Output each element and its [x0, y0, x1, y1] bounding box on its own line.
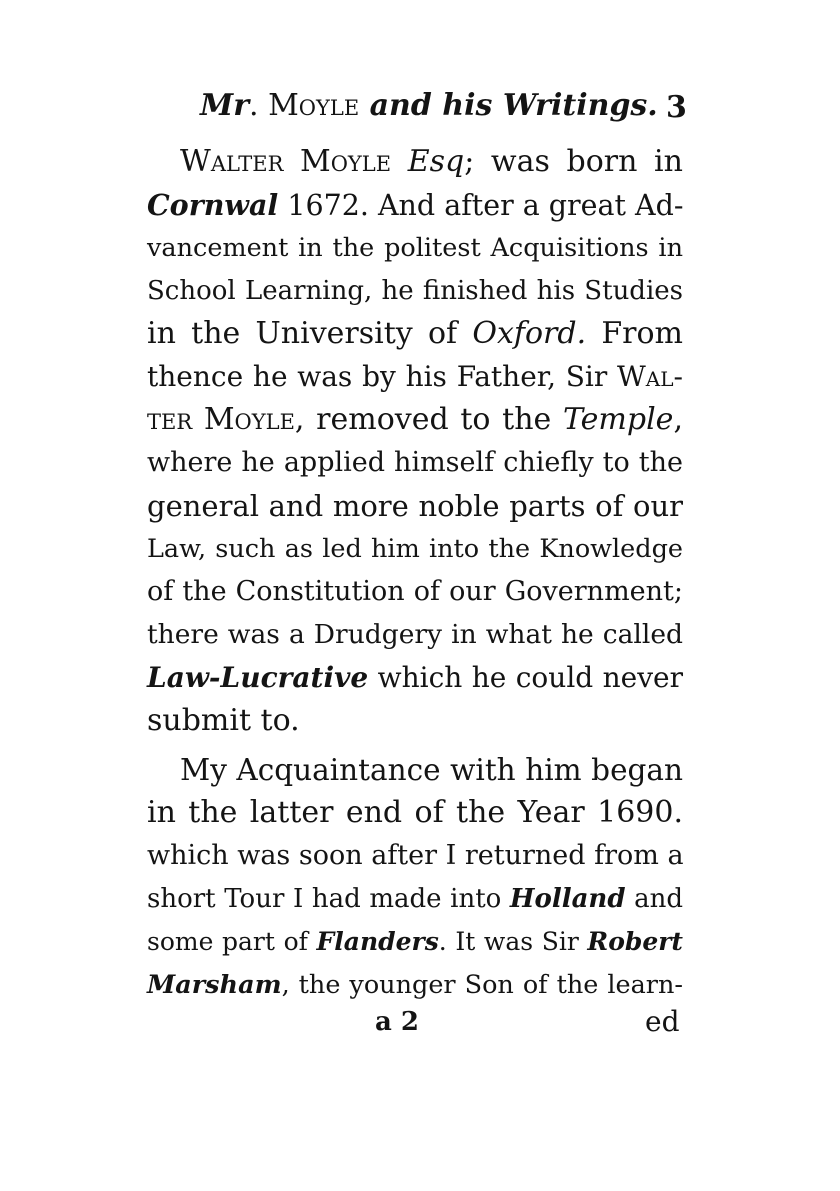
running-head: [200, 86, 658, 126]
text-line: [147, 314, 683, 354]
text-span: . It was Sir: [438, 927, 588, 956]
text-span: Wal-: [617, 360, 683, 393]
text-line: which was soon after I returned from a: [147, 840, 684, 871]
text-line: submit to.: [147, 703, 300, 738]
text-span: From: [586, 316, 683, 351]
text-span: short Tour I had made into: [147, 884, 510, 914]
text-line: Law, such as led him into the Knowledge: [147, 534, 683, 564]
text-line: [147, 879, 683, 919]
name-marsham: Marsham: [147, 970, 282, 1000]
text-span: , removed to the: [294, 402, 563, 437]
place-temple: Temple: [563, 402, 674, 437]
text-line: vancement in the politest Acquisitions in: [147, 233, 683, 263]
text-line: in the latter end of the Year 1690.: [147, 795, 683, 830]
text-line: [147, 357, 683, 397]
term-law-lucrative: Law-Lucrative: [147, 661, 369, 694]
text-line: School Learning, he finished his Studies: [147, 276, 683, 306]
text-span: some part of: [147, 927, 317, 956]
place-flanders: Flanders: [316, 927, 439, 956]
signature-mark: a 2: [375, 1007, 419, 1037]
text-line: [147, 185, 683, 226]
catchword: ed: [645, 1005, 680, 1038]
text-span: Esq: [391, 144, 465, 179]
place-holland: Holland: [509, 884, 626, 914]
text-span: ter Moyle: [147, 402, 295, 437]
text-line: [147, 922, 683, 962]
text-span: 1672. And after a great Ad-: [278, 189, 684, 222]
text-line: where he applied himself chiefly to the: [147, 447, 683, 478]
text-line: [147, 400, 683, 440]
text-line: My Acquaintance with him began: [180, 753, 683, 787]
page-number: 3: [666, 90, 687, 125]
text-span: , the younger Son of the learn-: [281, 970, 683, 1000]
text-span: which he could never: [368, 661, 683, 694]
header-writings: and his Writings.: [359, 88, 658, 123]
text-line: general and more noble parts of our: [147, 489, 683, 523]
name-walter-moyle: Walter Moyle: [180, 144, 392, 179]
text-span: ,: [673, 402, 683, 437]
text-span: ; was born in: [464, 144, 683, 179]
text-span: in the University of: [147, 316, 473, 351]
place-oxford: Oxford.: [472, 316, 587, 351]
text-span: and: [625, 884, 683, 914]
text-span: thence he was by his Father, Sir: [147, 360, 618, 393]
name-robert: Robert: [587, 927, 683, 956]
text-line: [147, 658, 683, 698]
place-cornwal: Cornwal: [147, 188, 279, 222]
header-moyle: Moyle: [268, 88, 360, 123]
text-line: [147, 965, 683, 1005]
text-line: [180, 142, 683, 182]
text-line: there was a Drudgery in what he called: [147, 619, 683, 650]
header-mr: Mr: [200, 88, 250, 123]
text-line: of the Constitution of our Government;: [147, 576, 683, 607]
header-dot: .: [249, 88, 269, 123]
